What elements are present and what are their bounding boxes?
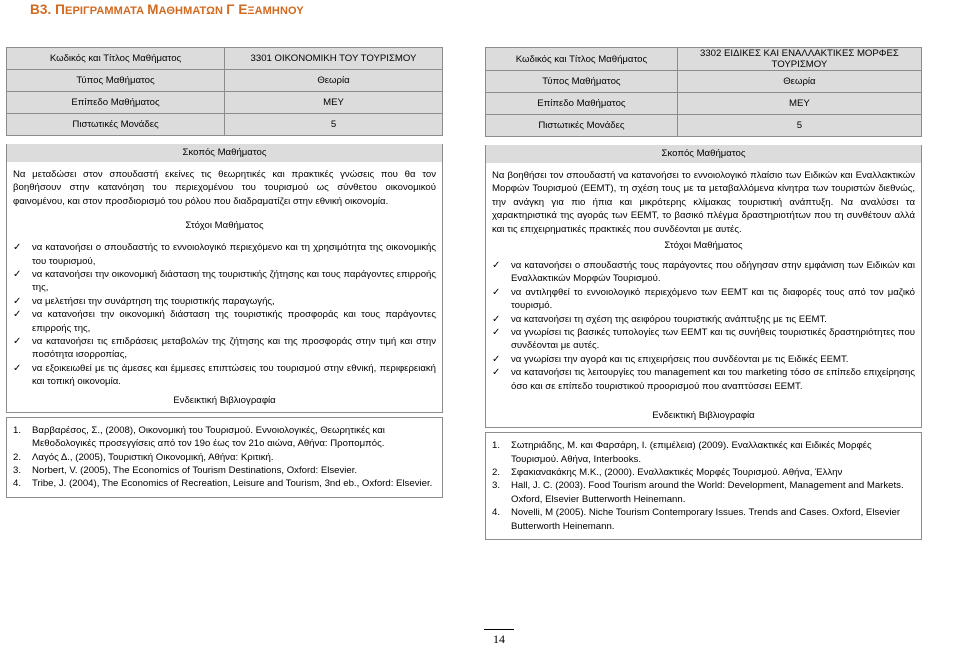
goal-item: ✓ να κατανοήσει ο σπουδαστής το εννοιολογικό περιεχόμενο και τη χρησιμότητα της οικονομικής του τουρισμού,: [13, 241, 436, 268]
course-description-box: [485, 145, 922, 428]
reference-text: Λαγός Δ., (2005), Τουριστική Οικονομική, Αθήνα: Κριτική.: [32, 451, 274, 463]
reference-number: 2.: [13, 451, 22, 463]
credits-label: Πιστωτικές Μονάδες: [486, 115, 678, 137]
goal-item: ✓ να γνωρίσει τις βασικές τυπολογίες των ΕΕΜΤ και τις συνήθεις τουριστικές δραστηριότητες που συνδέονται με αυτές.: [492, 326, 915, 353]
course-3301: [6, 47, 443, 498]
course-info-table: [485, 47, 922, 137]
code-label: Κωδικός και Τίτλος Μαθήματος: [486, 48, 678, 71]
credits-label: Πιστωτικές Μονάδες: [7, 114, 225, 136]
goal-item: ✓ να εξοικειωθεί με τις άμεσες και έμμεσες επιπτώσεις του τουρισμού στην εθνική, περιφερειακή και τοπική οικονομία.: [13, 362, 436, 389]
goals-heading: Στόχοι Μαθήματος: [185, 220, 264, 232]
reference-item: [492, 479, 915, 506]
reference-number: 4.: [13, 478, 22, 490]
reference-item: [13, 477, 436, 490]
bibliography-box: [485, 432, 922, 540]
code-value: 3301 ΟΙΚΟΝΟΜΙΚΗ ΤΟΥ ΤΟΥΡΙΣΜΟΥ: [225, 48, 443, 70]
reference-text: Hall, J. C. (2003). Food Tourism around the World: Development, Management and Markets. Oxford, Elsevier Butterworth Heinemann.: [511, 480, 904, 505]
code-value: 3302 ΕΙΔΙΚΕΣ ΚΑΙ ΕΝΑΛΛΑΚΤΙΚΕΣ ΜΟΡΦΕΣ ΤΟΥΡΙΣΜΟΥ: [677, 48, 921, 71]
reference-number: 1.: [492, 440, 501, 452]
goal-item: ✓ να κατανοήσει την οικονομική διάσταση της τουριστικής ζήτησης και τους παράγοντες επιρροής της,: [13, 268, 436, 295]
reference-number: 2.: [492, 466, 501, 478]
reference-text: Norbert, V. (2005), The Economics of Tourism Destinations, Oxford: Elsevier.: [32, 464, 358, 476]
heading-part-5: Ε: [238, 2, 248, 17]
page-number: 14: [484, 629, 514, 648]
references-list: [7, 418, 442, 497]
goal-item: ✓ να κατανοήσει ο σπουδαστής τους παράγοντες που οδήγησαν στην εμφάνιση των Ειδικών και Εναλλακτικών Μορφών Τουρισμού.: [492, 259, 915, 286]
level-label: Επίπεδο Μαθήματος: [7, 92, 225, 114]
heading-part-2: Μ: [147, 2, 159, 17]
reference-item: [492, 506, 915, 533]
goal-item: ✓ να κατανοήσει την οικονομική διάσταση της τουριστικής προσφοράς και τους παράγοντες επιρροής της,: [13, 308, 436, 335]
goal-item: ✓ να αντιληφθεί το εννοιολογικό περιεχόμενο των ΕΕΜΤ και τις διαφορές τους από τον μαζικό τουρισμό.: [492, 286, 915, 313]
purpose-text: Να μεταδώσει στον σπουδαστή εκείνες τις θεωρητικές και πρακτικές γνώσεις που θα τον βοηθήσουν στην κατανόηση του περιεχομένου του τουρισμού ως σύνθετου οικονομικού φαινομένου, και στον προσδιορισμό του ρόλου που διαδραματίζει στην εθνική οικονομία.: [13, 169, 436, 207]
reference-item: [492, 439, 915, 466]
bibliography-heading: Ενδεικτική Βιβλιογραφία: [652, 410, 755, 422]
heading-part-3: ΑΘΗΜΑΤΩΝ: [158, 5, 227, 17]
type-value: Θεωρία: [677, 71, 921, 93]
reference-number: 3.: [13, 464, 22, 476]
level-label: Επίπεδο Μαθήματος: [486, 93, 678, 115]
course-info-table: [6, 47, 443, 136]
reference-number: 3.: [492, 480, 501, 492]
reference-number: 4.: [492, 507, 501, 519]
purpose-text: Να βοηθήσει τον σπουδαστή να κατανοήσει το εννοιολογικό πλαίσιο των Ειδικών και Εναλλακτικών Μορφών Τουρισμού (ΕΕΜΤ), τη σχέση τους με τα μεταβαλλόμενα κίνητρα των τουριστών διεθνώς, την ανάγκη για πιο ήπια και μικρότερης κλίμακας τουριστική ανάπτυξη. Να αναλύσει τα χαρακτηριστικά της αγοράς των ΕΕΜΤ, το βασικό πλέγμα δραστηριοτήτων που τη συνθέτουν αλλά και τις επιχειρηματικές πρακτικές που συνδέονται με αυτές.: [492, 170, 915, 235]
bibliography-heading: Ενδεικτική Βιβλιογραφία: [173, 394, 276, 406]
course-description-box: [6, 144, 443, 413]
credits-value: 5: [677, 115, 921, 137]
type-label: Τύπος Μαθήματος: [7, 70, 225, 92]
reference-number: 1.: [13, 424, 22, 436]
course-3302: [485, 47, 922, 540]
level-value: ΜΕΥ: [677, 93, 921, 115]
goals-heading: Στόχοι Μαθήματος: [664, 240, 743, 252]
reference-text: Βαρβαρέσος, Σ., (2008), Οικονομική του Τουρισμού. Εννοιολογικές, Θεωρητικές και Μεθοδολογικές προσεγγίσεις από τον 19ο έως τον 21ο αιώνα, Αθήνα: Προπομπός.: [32, 424, 385, 450]
heading-part-6: ΞΑΜΗΝΟΥ: [247, 5, 304, 17]
code-label: Κωδικός και Τίτλος Μαθήματος: [7, 48, 225, 70]
reference-text: Σωτηριάδης, Μ. και Φαρσάρη, Ι. (επιμέλεια) (2009). Εναλλακτικές και Ειδικές Μορφές Τουρισμού. Αθήνα, Interbooks.: [511, 440, 872, 465]
purpose-heading: Σκοπός Μαθήματος: [7, 144, 442, 162]
type-label: Τύπος Μαθήματος: [486, 71, 678, 93]
reference-text: Novelli, M (2005). Niche Tourism Contemporary Issues. Trends and Cases. Oxford, Elsevier Butterworth Heinemann.: [511, 507, 901, 532]
heading-part-1: ΕΡΙΓΡΑΜΜΑΤΑ: [65, 5, 148, 17]
level-value: ΜΕΥ: [225, 92, 443, 114]
reference-item: [13, 451, 436, 464]
section-heading: [30, 2, 304, 17]
heading-part-4: Γ: [226, 2, 239, 17]
references-list: [486, 433, 921, 539]
heading-prefix: B3. Π: [30, 2, 66, 17]
reference-text: Σφακιανακάκης Μ.Κ., (2000). Εναλλακτικές Μορφές Τουρισμού. Αθήνα, Έλλην: [511, 466, 843, 478]
goal-item: ✓ να κατανοήσει τις λειτουργίες του management και του marketing τόσο σε επίπεδο επιχείρησης όσο και σε επίπεδο τουριστικού προορισμού που αναπτύσσει ΕΕΜΤ.: [492, 366, 915, 393]
reference-item: [13, 424, 436, 451]
goal-item: ✓ να μελετήσει την συνάρτηση της τουριστικής παραγωγής,: [13, 295, 436, 308]
bibliography-box: [6, 417, 443, 498]
credits-value: 5: [225, 114, 443, 136]
type-value: Θεωρία: [225, 70, 443, 92]
reference-text: Tribe, J. (2004), The Economics of Recreation, Leisure and Tourism, 3nd eb., Oxford: Elsevier.: [32, 478, 433, 490]
reference-item: [492, 466, 915, 479]
goal-item: ✓ να κατανοήσει τις επιδράσεις μεταβολών της ζήτησης και της προσφοράς στην τιμή και στην ποσότητα ισορροπίας,: [13, 335, 436, 362]
purpose-heading: Σκοπός Μαθήματος: [486, 145, 921, 163]
goal-item: ✓ να κατανοήσει τη σχέση της αειφόρου τουριστικής ανάπτυξης με τις ΕΕΜΤ.: [492, 313, 915, 326]
goal-item: ✓ να γνωρίσει την αγορά και τις επιχειρήσεις που συνδέονται με τις Ειδικές ΕΕΜΤ.: [492, 353, 915, 366]
goals-list: [7, 241, 442, 390]
goals-list: [486, 259, 921, 395]
reference-item: [13, 464, 436, 477]
